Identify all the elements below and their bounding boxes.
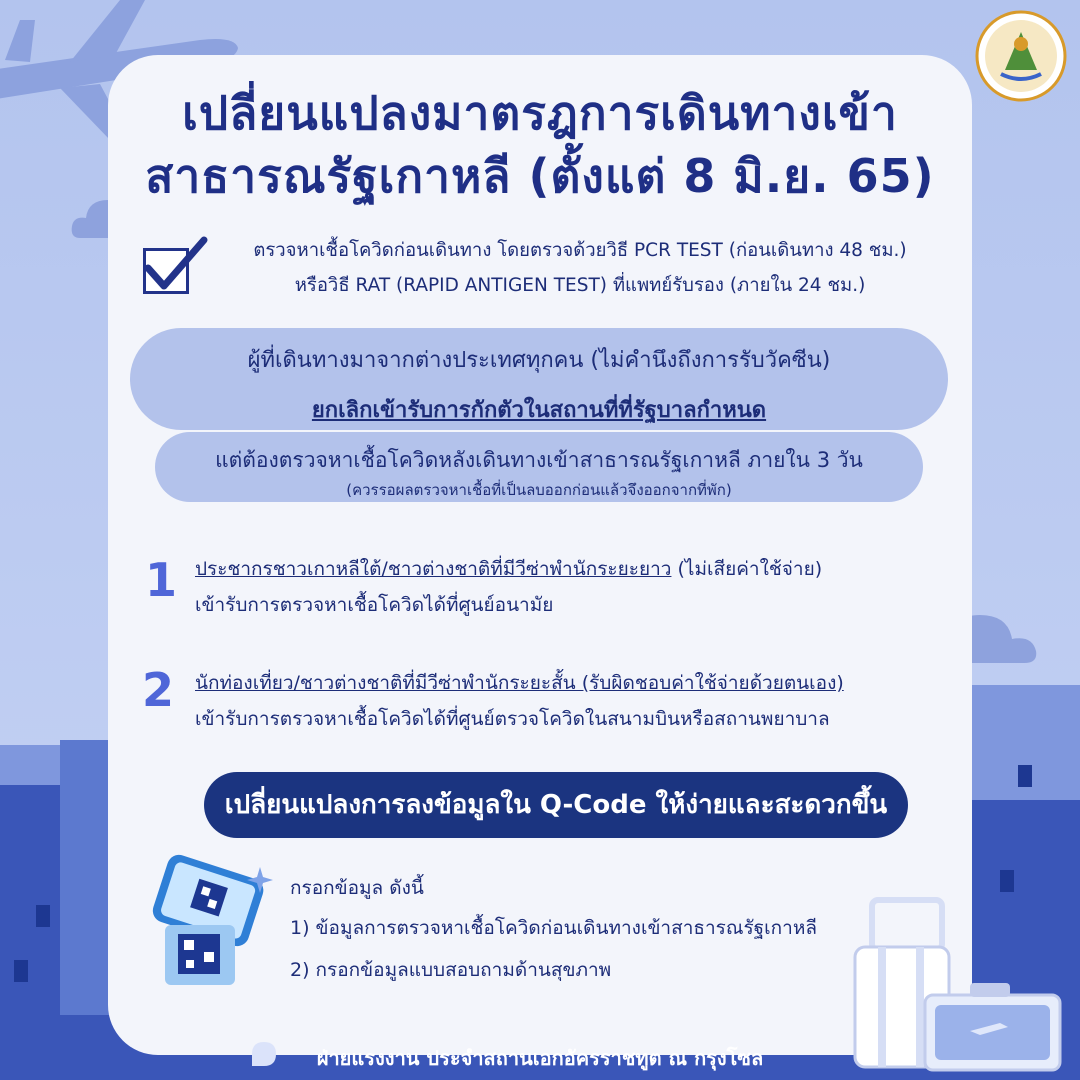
quarantine-note: (ควรรอผลตรวจหาเชื้อที่เป็นลบออกก่อนแล้วจึงออกจากที่พัก) — [346, 481, 732, 499]
quarantine-line-1: ผู้ที่เดินทางมาจากต่างประเทศทุกคน (ไม่คำนึงถึงการรับวัคซีน) — [247, 348, 831, 373]
qcode-step: 2) กรอกข้อมูลแบบสอบถามด้านสุขภาพ — [290, 959, 612, 981]
item-sub: เข้ารับการตรวจหาเชื้อโควิดได้ที่ศูนย์อนามัย — [195, 594, 554, 616]
qcode-banner: เปลี่ยนแปลงการลงข้อมูลใน Q-Code ให้ง่ายและสะดวกขึ้น — [204, 772, 908, 838]
test-requirement-line-2: หรือวิธี RAT (RAPID ANTIGEN TEST) ที่แพทย์รับรอง (ภายใน 24 ชม.) — [294, 275, 866, 296]
qcode-intro: กรอกข้อมูล ดังนี้ — [290, 877, 424, 899]
item-number: 1 — [145, 553, 178, 607]
quarantine-line-2: ยกเลิกเข้ารับการกักตัวในสถานที่ที่รัฐบาลกำหนด — [311, 398, 767, 423]
window — [36, 905, 50, 927]
footer-text: ฝ่ายแรงงาน ประจำสถานเอกอัครราชทูต ณ กรุงโซล — [316, 1046, 764, 1070]
item-head-main: ประชากรชาวเกาหลีใต้/ชาวต่างชาติที่มีวีซ่าพำนักระยะยาว — [195, 558, 672, 580]
qcode-step: 1) ข้อมูลการตรวจหาเชื้อโควิดก่อนเดินทางเข้าสาธารณรัฐเกาหลี — [290, 917, 817, 939]
item-head — [195, 554, 822, 584]
window — [14, 960, 28, 982]
item-head: นักท่องเที่ยว/ชาวต่างชาติที่มีวีซ่าพำนักระยะสั้น (รับผิดชอบค่าใช้จ่ายด้วยตนเอง) — [195, 672, 844, 694]
title-line-1: เปลี่ยนแปลงมาตรฎการเดินทางเข้า — [182, 86, 898, 140]
window — [1000, 870, 1014, 892]
quarantine-line-3: แต่ต้องตรวจหาเชื้อโควิดหลังเดินทางเข้าสาธารณรัฐเกาหลี ภายใน 3 วัน — [215, 448, 863, 472]
item-number: 2 — [142, 663, 175, 717]
title-line-2: สาธารณรัฐเกาหลี (ตั้งแต่ 8 มิ.ย. 65) — [145, 149, 935, 203]
logo-seal — [975, 10, 1067, 102]
sparkle-icon — [245, 865, 275, 895]
test-requirement-line-1: ตรวจหาเชื้อโควิดก่อนเดินทาง โดยตรวจด้วยวิธี PCR TEST (ก่อนเดินทาง 48 ชม.) — [253, 240, 907, 261]
qr-code-icon — [160, 920, 240, 990]
item-head-extra: (ไม่เสียค่าใช้จ่าย) — [671, 558, 823, 580]
check-icon — [140, 236, 210, 296]
window — [1018, 765, 1032, 787]
item-sub: เข้ารับการตรวจหาเชื้อโควิดได้ที่ศูนย์ตรวจโควิดในสนามบินหรือสถานพยาบาล — [195, 708, 830, 730]
